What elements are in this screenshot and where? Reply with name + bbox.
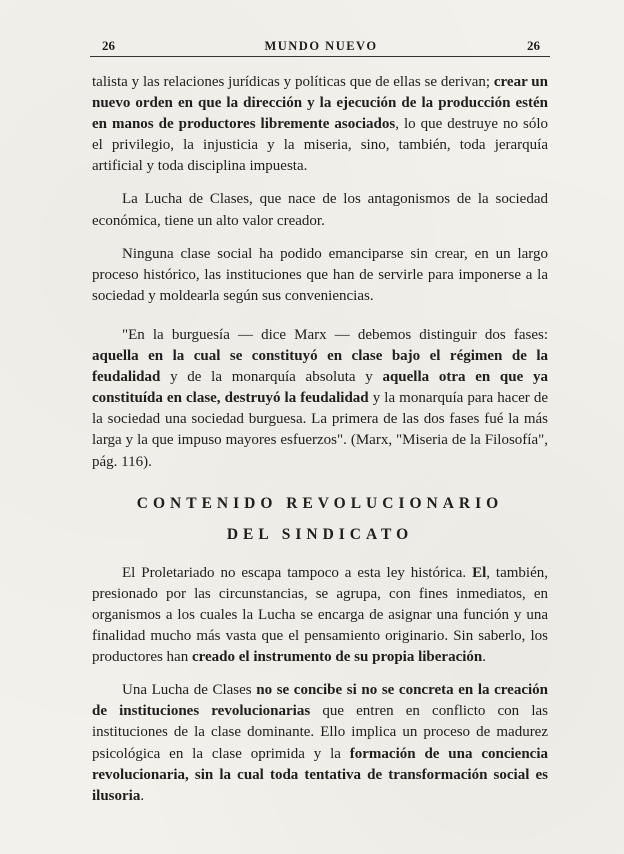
paragraph-3: Ninguna clase social ha podido emanciparse sin crear, en un largo proceso histórico, las instituciones que han de servirle para imponerse a la sociedad y moldearla según sus conveniencias. <box>92 245 548 304</box>
journal-title: MUNDO NUEVO <box>264 39 378 53</box>
paragraph-5: Una Lucha de Clases no se concibe si no se concreta en la creación de instituciones revolucionarias que entren en conflicto con las instituciones de la clase dominante. Ello implica un proceso de madurez psicológica en la clase oprimida y la formación de una conciencia revolucionaria, sin la cual toda tentativa de transformación social es ilusoria. <box>92 682 548 804</box>
section-heading: CONTENIDO REVOLUCIONARIO <box>136 494 504 512</box>
paragraph-1: talista y las relaciones jurídicas y políticas que de ellas se derivan; crear un nuevo orden en que la dirección y la ejecución de la producción estén en manos de productores libremente asociados, lo que destruye no sólo el privilegio, la injusticia y la miseria, sino, también, toda jerarquía artificial y toda disciplina impuesta. <box>92 74 548 175</box>
emphasis: formación de una conciencia revolucionaria, sin la cual toda tentativa de transformación social es ilusoria <box>92 745 548 804</box>
section-heading-line2: DEL SINDICATO <box>226 525 414 543</box>
marx-quote: "En la burguesía — dice Marx — debemos distinguir dos fases: aquella en la cual se constituyó en clase bajo el régimen de la feudalidad y de la monarquía absoluta y aquella otra en que ya constituída en clase, destruyó la feudalidad y la monarquía para hacer de la sociedad una sociedad burguesa. La primera de las dos fases fué la más larga y la que impuso mayores esfuerzos". (Marx, "Miseria de la Filosofía", pág. 116). <box>92 326 548 470</box>
paragraph-4: El Proletariado no escapa tampoco a esta ley histórica. El, también, presionado por las circunstancias, se agrupa, con fines inmediatos, en organismos a los cuales la Lucha se encarga de asignar una función y una finalidad mucho más vasta que el pensamiento originario. Sin saberlo, los productores han creado el instrumento de su propia liberación. <box>92 564 548 666</box>
paragraph-2: La Lucha de Clases, que nace de los antagonismos de la sociedad económica, tiene un alto valor creador. <box>92 191 548 229</box>
page-number-right: 26 <box>527 38 540 53</box>
emphasis: aquella otra en que ya constituída en clase, destruyó la feudalidad <box>92 369 548 407</box>
emphasis: no se concibe si no se concreta en la creación de instituciones revolucionarias <box>92 682 548 720</box>
header-rule <box>90 56 550 57</box>
emphasis: aquella en la cual se constituyó en clase bajo el régimen de la feudalidad <box>92 348 548 386</box>
emphasis: crear un nuevo orden en que la dirección y la ejecución de la producción estén en manos de productores libremente asociados <box>92 74 548 133</box>
emphasis: creado el instrumento de su propia liberación <box>191 649 483 666</box>
running-header <box>102 38 540 54</box>
page-number-left: 26 <box>102 38 115 53</box>
body-text <box>92 72 548 807</box>
emphasis: El <box>472 564 487 581</box>
